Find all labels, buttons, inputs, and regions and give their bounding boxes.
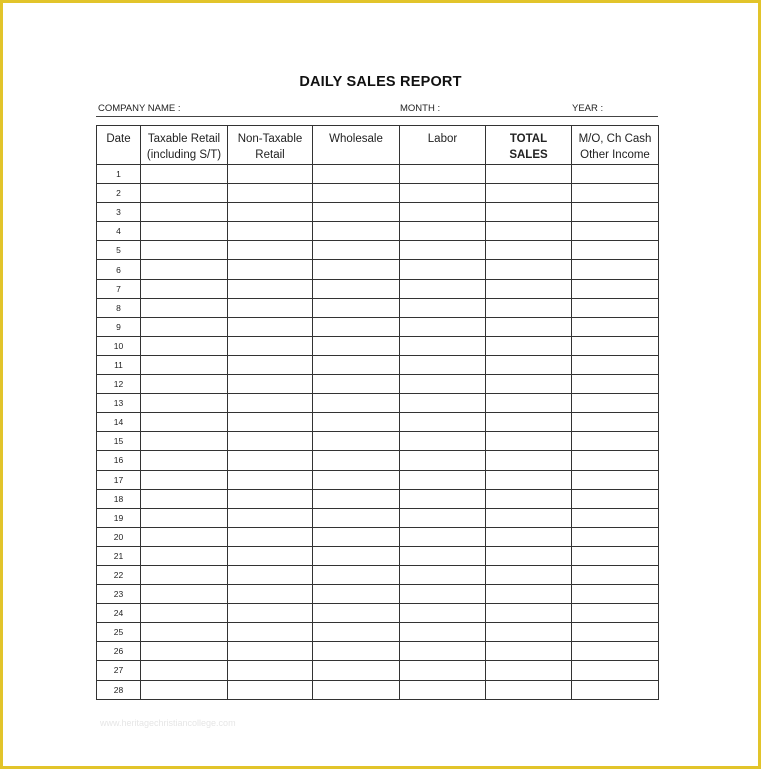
entry-cell[interactable]: [486, 355, 572, 374]
entry-cell[interactable]: [486, 604, 572, 623]
entry-cell[interactable]: [572, 432, 659, 451]
entry-cell[interactable]: [572, 470, 659, 489]
entry-cell[interactable]: [141, 165, 228, 184]
date-cell: 22: [97, 565, 141, 584]
table-row: [97, 222, 659, 241]
entry-cell[interactable]: [228, 642, 313, 661]
entry-cell[interactable]: [313, 203, 400, 222]
entry-cell[interactable]: [400, 680, 486, 699]
table-row: [97, 260, 659, 279]
table-row: [97, 565, 659, 584]
date-cell: 27: [97, 661, 141, 680]
entry-cell[interactable]: [486, 165, 572, 184]
entry-cell[interactable]: [486, 680, 572, 699]
entry-cell[interactable]: [400, 203, 486, 222]
entry-cell[interactable]: [486, 279, 572, 298]
entry-cell[interactable]: [400, 222, 486, 241]
entry-cell[interactable]: [400, 260, 486, 279]
entry-cell[interactable]: [486, 241, 572, 260]
column-header-labor: Labor: [400, 126, 486, 165]
entry-cell[interactable]: [313, 527, 400, 546]
entry-cell[interactable]: [313, 355, 400, 374]
date-cell: 1: [97, 165, 141, 184]
date-cell: 13: [97, 394, 141, 413]
entry-cell[interactable]: [313, 165, 400, 184]
entry-cell[interactable]: [141, 451, 228, 470]
entry-cell[interactable]: [486, 470, 572, 489]
entry-cell[interactable]: [141, 508, 228, 527]
entry-cell[interactable]: [486, 394, 572, 413]
entry-cell[interactable]: [400, 489, 486, 508]
table-row: [97, 394, 659, 413]
entry-cell[interactable]: [572, 623, 659, 642]
entry-cell[interactable]: [486, 623, 572, 642]
date-cell: 20: [97, 527, 141, 546]
entry-cell[interactable]: [228, 298, 313, 317]
entry-cell[interactable]: [572, 451, 659, 470]
entry-cell[interactable]: [141, 661, 228, 680]
entry-cell[interactable]: [572, 604, 659, 623]
entry-cell[interactable]: [486, 375, 572, 394]
entry-cell[interactable]: [228, 489, 313, 508]
entry-cell[interactable]: [313, 260, 400, 279]
entry-cell[interactable]: [572, 661, 659, 680]
entry-cell[interactable]: [313, 394, 400, 413]
entry-cell[interactable]: [572, 546, 659, 565]
entry-cell[interactable]: [141, 470, 228, 489]
header-underline: [96, 116, 658, 117]
entry-cell[interactable]: [486, 546, 572, 565]
entry-cell[interactable]: [572, 165, 659, 184]
entry-cell[interactable]: [572, 642, 659, 661]
entry-cell[interactable]: [572, 203, 659, 222]
entry-cell[interactable]: [141, 413, 228, 432]
table-row: [97, 298, 659, 317]
entry-cell[interactable]: [141, 585, 228, 604]
entry-cell[interactable]: [228, 585, 313, 604]
entry-cell[interactable]: [228, 413, 313, 432]
entry-cell[interactable]: [486, 642, 572, 661]
table-row: [97, 661, 659, 680]
date-cell: 17: [97, 470, 141, 489]
entry-cell[interactable]: [572, 680, 659, 699]
entry-cell[interactable]: [486, 336, 572, 355]
entry-cell[interactable]: [400, 470, 486, 489]
entry-cell[interactable]: [572, 508, 659, 527]
entry-cell[interactable]: [572, 241, 659, 260]
entry-cell[interactable]: [313, 222, 400, 241]
entry-cell[interactable]: [572, 565, 659, 584]
entry-cell[interactable]: [400, 375, 486, 394]
entry-cell[interactable]: [313, 298, 400, 317]
date-cell: 7: [97, 279, 141, 298]
date-cell: 19: [97, 508, 141, 527]
entry-cell[interactable]: [141, 260, 228, 279]
report-title: DAILY SALES REPORT: [299, 74, 462, 90]
table-row: [97, 184, 659, 203]
entry-cell[interactable]: [228, 451, 313, 470]
entry-cell[interactable]: [228, 279, 313, 298]
entry-cell[interactable]: [486, 489, 572, 508]
entry-cell[interactable]: [572, 413, 659, 432]
date-cell: 4: [97, 222, 141, 241]
entry-cell[interactable]: [400, 317, 486, 336]
entry-cell[interactable]: [228, 260, 313, 279]
date-cell: 14: [97, 413, 141, 432]
column-header-total-sales: TOTAL SALES: [486, 126, 572, 165]
entry-cell[interactable]: [141, 546, 228, 565]
table-row: [97, 623, 659, 642]
entry-cell[interactable]: [486, 565, 572, 584]
entry-cell[interactable]: [486, 298, 572, 317]
date-cell: 11: [97, 355, 141, 374]
entry-cell[interactable]: [228, 527, 313, 546]
entry-cell[interactable]: [400, 585, 486, 604]
entry-cell[interactable]: [141, 489, 228, 508]
entry-cell[interactable]: [400, 546, 486, 565]
entry-cell[interactable]: [228, 317, 313, 336]
entry-cell[interactable]: [400, 432, 486, 451]
table-row: [97, 604, 659, 623]
entry-cell[interactable]: [228, 604, 313, 623]
entry-cell[interactable]: [486, 508, 572, 527]
date-cell: 6: [97, 260, 141, 279]
entry-cell[interactable]: [228, 394, 313, 413]
date-cell: 8: [97, 298, 141, 317]
date-cell: 3: [97, 203, 141, 222]
entry-cell[interactable]: [313, 470, 400, 489]
entry-cell[interactable]: [141, 184, 228, 203]
table-row: [97, 527, 659, 546]
table-row: [97, 355, 659, 374]
entry-cell[interactable]: [313, 585, 400, 604]
entry-cell[interactable]: [313, 336, 400, 355]
entry-cell[interactable]: [572, 489, 659, 508]
entry-cell[interactable]: [313, 184, 400, 203]
entry-cell[interactable]: [400, 241, 486, 260]
entry-cell[interactable]: [313, 661, 400, 680]
table-row: [97, 451, 659, 470]
date-cell: 21: [97, 546, 141, 565]
column-header-non-taxable-retail: Non-Taxable Retail: [228, 126, 313, 165]
table-body: [97, 165, 659, 700]
entry-cell[interactable]: [141, 623, 228, 642]
table-row: [97, 432, 659, 451]
entry-cell[interactable]: [486, 260, 572, 279]
table-row: [97, 680, 659, 699]
entry-cell[interactable]: [228, 546, 313, 565]
month-label: MONTH :: [400, 103, 441, 114]
entry-cell[interactable]: [228, 623, 313, 642]
sales-table: [96, 125, 659, 700]
date-cell: 25: [97, 623, 141, 642]
table-row: [97, 375, 659, 394]
date-cell: 5: [97, 241, 141, 260]
entry-cell[interactable]: [141, 642, 228, 661]
table-row: [97, 413, 659, 432]
table-row: [97, 203, 659, 222]
entry-cell[interactable]: [141, 355, 228, 374]
entry-cell[interactable]: [400, 355, 486, 374]
year-label: YEAR :: [572, 103, 604, 114]
entry-cell[interactable]: [486, 451, 572, 470]
entry-cell[interactable]: [572, 394, 659, 413]
entry-cell[interactable]: [572, 222, 659, 241]
entry-cell[interactable]: [141, 375, 228, 394]
entry-cell[interactable]: [313, 604, 400, 623]
entry-cell[interactable]: [400, 279, 486, 298]
company-name-label: COMPANY NAME :: [98, 103, 181, 114]
entry-cell[interactable]: [486, 317, 572, 336]
entry-cell[interactable]: [141, 241, 228, 260]
entry-cell[interactable]: [141, 203, 228, 222]
entry-cell[interactable]: [141, 336, 228, 355]
entry-cell[interactable]: [572, 184, 659, 203]
column-header-other-income: M/O, Ch Cash Other Income: [572, 126, 659, 165]
entry-cell[interactable]: [141, 680, 228, 699]
entry-cell[interactable]: [228, 184, 313, 203]
entry-cell[interactable]: [486, 203, 572, 222]
column-header-wholesale: Wholesale: [313, 126, 400, 165]
table-row: [97, 165, 659, 184]
entry-cell[interactable]: [572, 355, 659, 374]
watermark-text: www.heritagechristiancollege.com: [100, 718, 236, 728]
entry-cell[interactable]: [228, 355, 313, 374]
entry-cell[interactable]: [400, 623, 486, 642]
entry-cell[interactable]: [313, 317, 400, 336]
entry-cell[interactable]: [313, 451, 400, 470]
entry-cell[interactable]: [141, 317, 228, 336]
date-cell: 12: [97, 375, 141, 394]
entry-cell[interactable]: [572, 298, 659, 317]
entry-cell[interactable]: [572, 317, 659, 336]
entry-cell[interactable]: [486, 585, 572, 604]
column-header-taxable-retail: Taxable Retail (including S/T): [141, 126, 228, 165]
entry-cell[interactable]: [400, 336, 486, 355]
entry-cell[interactable]: [313, 642, 400, 661]
entry-cell[interactable]: [486, 432, 572, 451]
date-cell: 23: [97, 585, 141, 604]
table-row: [97, 241, 659, 260]
entry-cell[interactable]: [228, 508, 313, 527]
entry-cell[interactable]: [572, 375, 659, 394]
entry-cell[interactable]: [400, 165, 486, 184]
entry-cell[interactable]: [400, 394, 486, 413]
entry-cell[interactable]: [228, 680, 313, 699]
date-cell: 26: [97, 642, 141, 661]
entry-cell[interactable]: [228, 203, 313, 222]
entry-cell[interactable]: [572, 260, 659, 279]
entry-cell[interactable]: [141, 604, 228, 623]
entry-cell[interactable]: [400, 451, 486, 470]
entry-cell[interactable]: [313, 623, 400, 642]
entry-cell[interactable]: [313, 241, 400, 260]
table-row: [97, 546, 659, 565]
entry-cell[interactable]: [228, 565, 313, 584]
entry-cell[interactable]: [400, 527, 486, 546]
table-row: [97, 642, 659, 661]
entry-cell[interactable]: [486, 661, 572, 680]
entry-cell[interactable]: [228, 165, 313, 184]
entry-cell[interactable]: [400, 184, 486, 203]
entry-cell[interactable]: [313, 432, 400, 451]
date-cell: 2: [97, 184, 141, 203]
entry-cell[interactable]: [400, 604, 486, 623]
table-row: [97, 336, 659, 355]
entry-cell[interactable]: [313, 489, 400, 508]
table-row: [97, 470, 659, 489]
entry-cell[interactable]: [141, 394, 228, 413]
entry-cell[interactable]: [313, 546, 400, 565]
entry-cell[interactable]: [141, 565, 228, 584]
table-row: [97, 317, 659, 336]
entry-cell[interactable]: [400, 642, 486, 661]
entry-cell[interactable]: [228, 241, 313, 260]
entry-cell[interactable]: [400, 508, 486, 527]
entry-cell[interactable]: [228, 432, 313, 451]
table-row: [97, 585, 659, 604]
entry-cell[interactable]: [313, 375, 400, 394]
date-cell: 18: [97, 489, 141, 508]
entry-cell[interactable]: [228, 222, 313, 241]
entry-cell[interactable]: [400, 565, 486, 584]
entry-cell[interactable]: [141, 279, 228, 298]
entry-cell[interactable]: [141, 298, 228, 317]
entry-cell[interactable]: [313, 680, 400, 699]
entry-cell[interactable]: [486, 413, 572, 432]
entry-cell[interactable]: [228, 661, 313, 680]
entry-cell[interactable]: [228, 336, 313, 355]
entry-cell[interactable]: [572, 527, 659, 546]
date-cell: 16: [97, 451, 141, 470]
entry-cell[interactable]: [486, 527, 572, 546]
date-cell: 15: [97, 432, 141, 451]
entry-cell[interactable]: [313, 565, 400, 584]
entry-cell[interactable]: [572, 585, 659, 604]
date-cell: 10: [97, 336, 141, 355]
entry-cell[interactable]: [486, 184, 572, 203]
date-cell: 9: [97, 317, 141, 336]
entry-cell[interactable]: [141, 432, 228, 451]
entry-cell[interactable]: [313, 279, 400, 298]
table-row: [97, 489, 659, 508]
entry-cell[interactable]: [400, 413, 486, 432]
entry-cell[interactable]: [228, 470, 313, 489]
entry-cell[interactable]: [313, 413, 400, 432]
entry-cell[interactable]: [141, 527, 228, 546]
entry-cell[interactable]: [228, 375, 313, 394]
entry-cell[interactable]: [572, 336, 659, 355]
entry-cell[interactable]: [486, 222, 572, 241]
entry-cell[interactable]: [400, 298, 486, 317]
table-header-row: [97, 126, 659, 165]
column-header-date: Date: [97, 126, 141, 165]
date-cell: 24: [97, 604, 141, 623]
date-cell: 28: [97, 680, 141, 699]
table-row: [97, 279, 659, 298]
entry-cell[interactable]: [141, 222, 228, 241]
entry-cell[interactable]: [313, 508, 400, 527]
entry-cell[interactable]: [400, 661, 486, 680]
entry-cell[interactable]: [572, 279, 659, 298]
table-row: [97, 508, 659, 527]
